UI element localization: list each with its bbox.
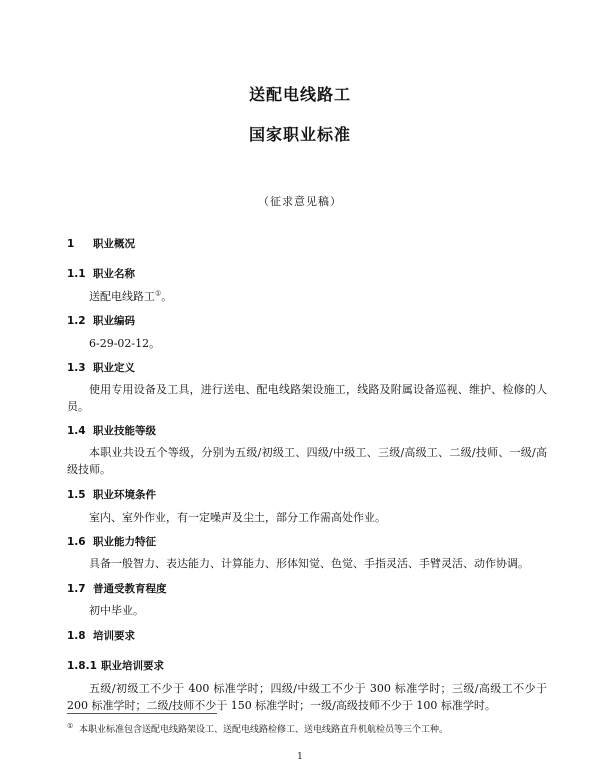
heading-title: 培训要求 [93,630,135,642]
heading-1-1 [67,266,135,281]
heading-1-3 [67,360,135,375]
heading-title: 职业定义 [93,362,135,374]
occupation-name: 送配电线路工 [89,290,155,303]
heading-title: 职业概况 [93,238,135,250]
heading-1-8-1 [67,658,164,673]
heading-number: 1.5 [67,489,86,501]
heading-title: 职业技能等级 [93,425,156,437]
heading-title: 职业名称 [93,268,135,280]
document-title: 送配电线路工 [248,85,351,104]
heading-number: 1.6 [67,536,86,548]
heading-number: 1.8.1 [67,660,97,672]
footnote [67,722,547,735]
paragraph-1-6: 具备一般智力、表达能力、计算能力、形体知觉、色觉、手指灵活、手臂灵活、动作协调。 [89,557,529,570]
heading-number: 1 [67,238,75,250]
footnote-divider [67,713,217,714]
heading-number: 1.3 [67,362,86,374]
heading-title: 职业编码 [93,315,135,327]
heading-title: 职业环境条件 [93,489,156,501]
heading-number: 1.8 [67,630,86,642]
heading-number: 1.1 [67,268,86,280]
heading-title: 职业培训要求 [101,660,164,672]
heading-number: 1.7 [67,583,86,595]
paragraph-1-7: 初中毕业。 [89,604,144,617]
paragraph-1-8-1: 五级/初级工不少于 400 标准学时；四级/中级工不少于 300 标准学时；三级/高级工不少于 200 标准学时；二级/技师不少于 150 标准学时；一级/高级技师不少于 100 标准学时。 [67,682,547,712]
footnote-mark: ① [67,722,74,730]
paragraph-1-4: 本职业共设五个等级，分别为五级/初级工、四级/中级工、三级/高级工、二级/技师、一级/高级技师。 [67,446,547,476]
heading-1-5 [67,487,156,502]
heading-1-6 [67,534,156,549]
heading-1-2 [67,313,135,328]
page-number: 1 [297,752,303,762]
paragraph-1-1 [67,288,547,305]
document-subtitle: 国家职业标准 [248,125,351,144]
heading-1-4 [67,423,156,438]
heading-title: 职业能力特征 [93,536,156,548]
paragraph-1-5: 室内、室外作业，有一定噪声及尘土，部分工作需高处作业。 [89,511,386,524]
draft-note: （征求意见稿） [258,195,342,208]
heading-1-7 [67,581,167,596]
paragraph-1-2: 6-29-02-12。 [89,337,161,350]
heading-1-8 [67,628,135,643]
heading-1 [67,236,135,251]
heading-number: 1.4 [67,425,86,437]
footnote-text: 本职业标准包含送配电线路架设工、送配电线路检修工、送电线路直升机航检员等三个工种。 [79,725,449,735]
paragraph-1-3: 使用专用设备及工具，进行送电、配电线路架设施工，线路及附属设备巡视、维护、检修的人员。 [67,383,547,413]
heading-title: 普通受教育程度 [93,583,167,595]
footnote-reference[interactable]: ① [155,289,162,298]
heading-number: 1.2 [67,315,86,327]
period: 。 [161,290,173,303]
